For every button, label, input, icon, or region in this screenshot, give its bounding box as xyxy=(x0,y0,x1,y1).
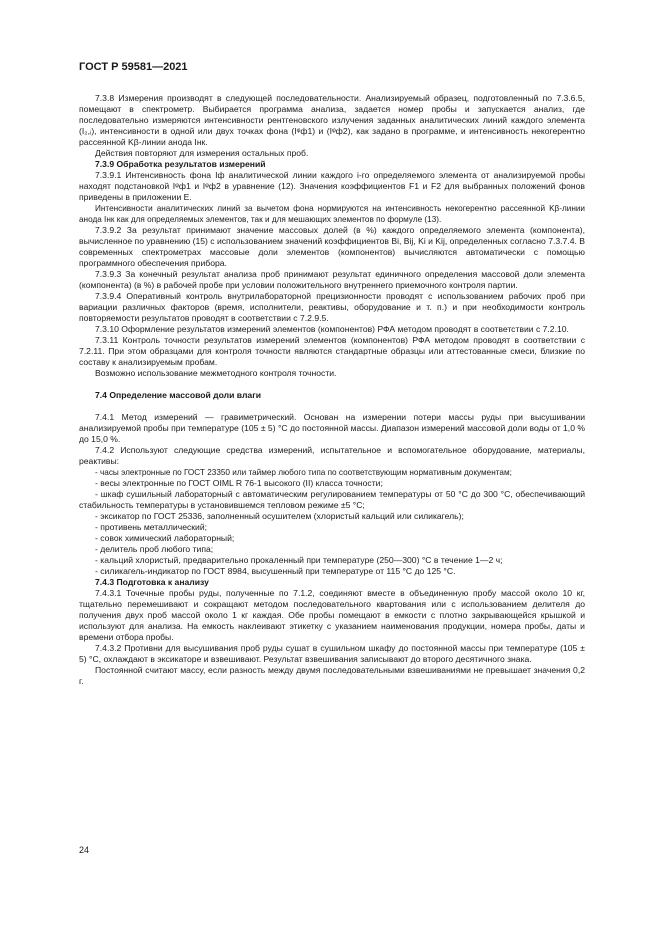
paragraph: 7.3.10 Оформление результатов измерений элементов (компонентов) РФА методом проводят в соответствии с 7.2.10. xyxy=(95,324,569,334)
document-header: ГОСТ Р 59581—2021 xyxy=(79,61,188,73)
paragraph: Интенсивности аналитических линий за вычетом фона нормируются на интенсивность некогерентно рассеянной Kβ-линии анода Iнк как для определяемых элементов, так и для мешающих элементов по формуле (13). xyxy=(79,204,585,224)
paragraph: - совок химический лабораторный; xyxy=(95,533,235,543)
paragraph: Возможно использование межметодного контроля точности. xyxy=(95,368,337,378)
page-number: 24 xyxy=(79,845,90,855)
paragraph: - делитель проб любого типа; xyxy=(95,544,214,554)
paragraph: 7.4.3.1 Точечные пробы руды, полученные по 7.1.2, соединяют вместе в объединенную пробу массой около 10 кг, тщательно перемешивают и сокращают методом последовательного квартования или с использованием делителя до получения двух проб массой около 1 кг каждая. Обе пробы помещают в емкости с плотно закрывающейся крышкой и используют для анализа. На емкость наклеивают этикетку с указанием наименования продукции, номера пробы, даты и времени отбора пробы. xyxy=(79,588,585,642)
paragraph: - эксикатор по ГОСТ 25336, заполненный осушителем (хлористый кальций или силикагель); xyxy=(95,511,464,521)
document-body xyxy=(79,93,585,687)
section-heading: 7.3.9 Обработка результатов измерений xyxy=(95,159,266,169)
paragraph: 7.3.9.1 Интенсивность фона Iф аналитической линии каждого i-го определяемого элемента от анализируемой пробы находят подстановкой Iᵠф1 и Iᵠф2 в уравнение (12). Значения коэффициентов F1 и F2 для выбранных положений фонов приведены в приложении Е. xyxy=(79,170,585,202)
paragraph: 7.3.9.3 За конечный результат анализа проб принимают результат единичного определения массовой доли элемента (компонента) (в %) в рабочей пробе при условии положительного внутреннего приемочного контроля партии. xyxy=(79,269,585,290)
paragraph: 7.4.1 Метод измерений — гравиметрический. Основан на измерении потери массы руды при высушивании анализируемой пробы при температуре (105 ± 5) °С до постоянной массы. Диапазон измерений массовой доли воды от 1,0 % до 15,0 %. xyxy=(79,412,585,444)
paragraph: - часы электронные по ГОСТ 23350 или таймер любого типа по соответствующим нормативным документам; xyxy=(95,468,512,477)
paragraph: Действия повторяют для измерения остальных проб. xyxy=(95,148,309,158)
paragraph: - весы электронные по ГОСТ OIML R 76-1 высокого (II) класса точности; xyxy=(95,478,383,488)
paragraph: 7.4.2 Используют следующие средства измерений, испытательное и вспомогательное оборудование, материалы, реактивы: xyxy=(79,445,585,466)
paragraph: Постоянной считают массу, если разность между двумя последовательными взвешиваниями не превышает значения 0,2 г. xyxy=(79,665,585,686)
section-heading: 7.4.3 Подготовка к анализу xyxy=(95,577,209,587)
paragraph: - противень металлический; xyxy=(95,522,208,532)
paragraph: 7.3.9.4 Оперативный контроль внутрилабораторной прецизионности проводят с использованием рабочих проб при вариации различных факторов (время, исполнители, реактивы, оборудование и т. п.) и при необходимости контроль повторяемости результатов проводят в соответствии с 7.2.9.5. xyxy=(79,291,585,323)
paragraph: - шкаф сушильный лабораторный с автоматическим регулированием температуры от 50 °С до 300 °С, обеспечивающий стабильность температуры в установившемся тепловом режиме ±5 °С; xyxy=(79,489,585,510)
section-heading: 7.4 Определение массовой доли влаги xyxy=(95,390,262,400)
paragraph: 7.3.8 Измерения производят в следующей последовательности. Анализируемый образец, подготовленный по 7.3.6.5, помещают в спектрометр. Выбирается программа анализа, задается номер пробы и запускается анализ, где последовательно измеряются интенсивности рентгеновского излучения заданных аналитических линий каждого элемента (I₂,ᵢ), интенсивности в одной или двух точках фона (Iᵠф1) и (Iᵠф2), как задано в программе, и интенсивность некогерентно рассеянной Kβ-линии анода Iнк. xyxy=(79,93,585,147)
paragraph: 7.3.9.2 За результат принимают значение массовых долей (в %) каждого определяемого элемента (компонента), вычисленное по уравнению (15) с использованием значений коэффициентов Bi, Bij, Ki и Kij, определенных согласно 7.3.7.4. В современных спектрометрах массовые доли элементов (компонентов) вычисляются автоматически с помощью программного обеспечения прибора. xyxy=(79,225,585,268)
paragraph: - кальций хлористый, предварительно прокаленный при температуре (250—300) °С в течение 1—2 ч; xyxy=(95,555,503,565)
paragraph: - силикагель-индикатор по ГОСТ 8984, высушенный при температуре от 115 °С до 125 °С. xyxy=(95,566,456,576)
paragraph: 7.4.3.2 Противни для высушивания проб руды сушат в сушильном шкафу до постоянной массы при температуре (105 ± 5) °С, охлаждают в эксикаторе и взвешивают. Результат взвешивания записывают до второго десятичного знака. xyxy=(79,643,585,664)
paragraph: 7.3.11 Контроль точности результатов измерений элементов (компонентов) РФА методом проводят в соответствии с 7.2.11. При этом образцами для контроля точности являются стандартные образцы или аттестованные смеси, близкие по составу к анализируемым пробам. xyxy=(79,335,585,367)
